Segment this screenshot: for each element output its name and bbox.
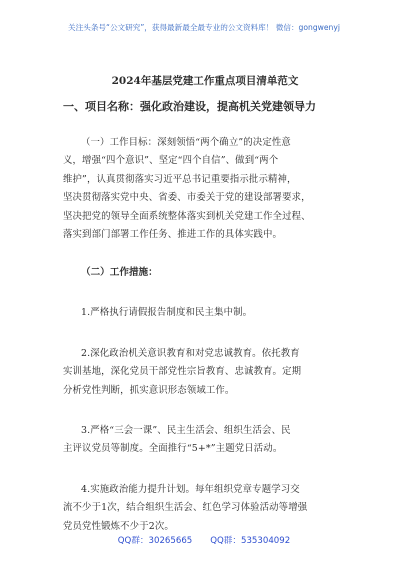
paragraph-line: 坚决贯彻落实党中央、省委、市委关于党的建设部署要求，	[63, 192, 311, 204]
paragraph-line: 坚决把党的领导全面系统整体落实到机关党建工作全过程、	[63, 210, 311, 222]
paragraph-line: 义，增强“四个意识”、坚定“四个自信”、做到“两个	[63, 155, 279, 167]
project-heading: 一、项目名称：强化政治建设，提高机关党建领导力	[63, 100, 316, 113]
qq-group-1: QQ群：30265665	[117, 536, 193, 546]
footer-contact	[0, 534, 408, 546]
paragraph-line: 实训基地，深化党员干部党性宗旨教育、忠诚教育。定期	[63, 366, 302, 378]
page-header	[0, 0, 408, 58]
document-body	[63, 64, 347, 536]
paragraph-line: 3.严格“三会一课”、民主生活会、组织生活会、民	[81, 425, 291, 437]
paragraph-line: 流不少于1次，结合组织生活会、红色学习体验活动等增强	[63, 502, 308, 514]
paragraph-line: 落实到部门部署工作任务、推进工作的具体实践中。	[63, 229, 283, 241]
paragraph-line: 分析党性判断，抓实意识形态领域工作。	[63, 384, 235, 396]
work-goal-paragraph	[63, 134, 347, 244]
measure-item-3	[63, 422, 347, 459]
paragraph-line: 2.深化政治机关意识教育和对党忠诚教育。依托教育	[81, 347, 300, 359]
paragraph-line: 1.严格执行请假报告制度和民主集中制。	[81, 307, 253, 319]
paragraph-line: 维护”，认真贯彻落实习近平总书记重要指示批示精神，	[63, 173, 297, 185]
page-footer	[0, 530, 408, 552]
measure-item-2	[63, 345, 347, 400]
qq-group-2: QQ群：535304092	[210, 536, 291, 546]
measure-item-1	[63, 304, 347, 322]
paragraph-line: （一）工作目标：深刻领悟“两个确立”的决定性意	[81, 137, 291, 148]
document-title: 2024年基层党建工作重点项目清单范文	[111, 75, 299, 87]
paragraph-line: 党员党性锻炼不少于2次。	[63, 520, 174, 532]
paragraph-line: 主评议党员等制度。全面推行“5+*”主题党日活动。	[63, 443, 283, 455]
measures-heading: （二）工作措施：	[81, 267, 158, 279]
header-notice: 关注头条号“公文研究”，获得最新最全最专业的公文资料库！ 微信：gongwenyj	[68, 23, 340, 32]
paragraph-line: 4.实施政治能力提升计划。每年组织党章专题学习交	[81, 483, 300, 495]
measure-item-4	[63, 481, 347, 536]
